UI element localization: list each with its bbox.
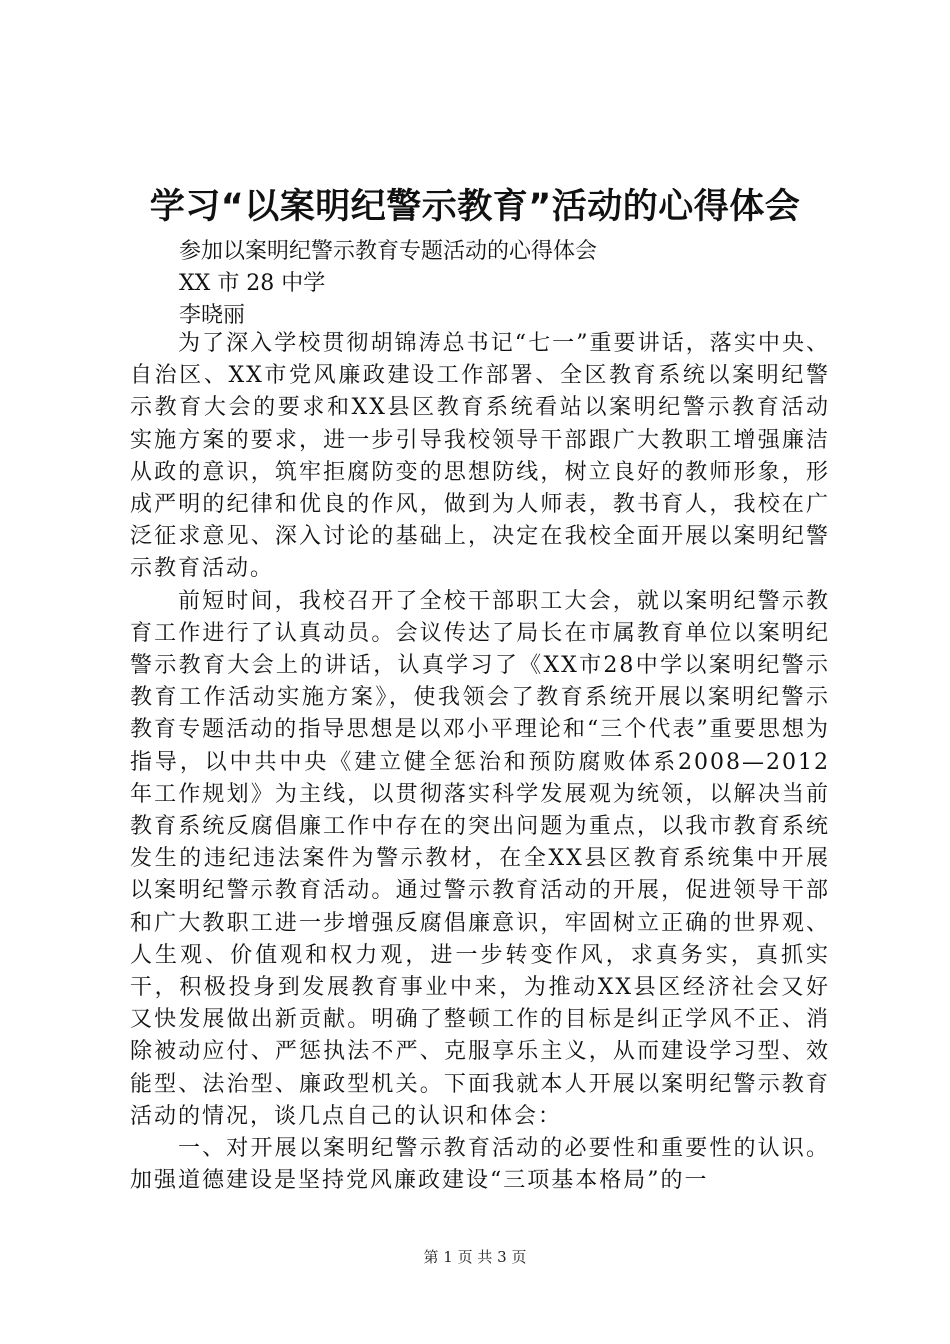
document-body [130,328,830,1197]
paragraph: 为了深入学校贯彻胡锦涛总书记“七一”重要讲话，落实中央、自治区、XX市党风廉政建设工作部署、全区教育系统以案明纪警示教育大会的要求和XX县区教育系统看站以案明纪警示教育活动实施方案的要求，进一步引导我校领导干部跟广大教职工增强廉洁从政的意识，筑牢拒腐防变的思想防线，树立良好的教师形象，形成严明的纪律和优良的作风，做到为人师表，教书育人，我校在广泛征求意见、深入讨论的基础上，决定在我校全面开展以案明纪警示教育活动。 [130,331,830,582]
page-number-footer: 第 1 页 共 3 页 [423,1248,527,1266]
document-subtitle: 参加以案明纪警示教育专题活动的心得体会 [179,239,598,264]
paragraph: 一、对开展以案明纪警示教育活动的必要性和重要性的认识。加强道德建设是坚持党风廉政建设“三项基本格局”的一 [130,1136,830,1194]
author-name: 李晓丽 [179,303,246,328]
school-name: XX 市 28 中学 [179,271,326,296]
document-title: 学习“以案明纪警示教育”活动的心得体会 [149,187,801,227]
paragraph: 前短时间，我校召开了全校干部职工大会，就以案明纪警示教育工作进行了认真动员。会议传达了局长在市属教育单位以案明纪警示教育大会上的讲话，认真学习了《XX市28中学以案明纪警示教育工作活动实施方案》，使我领会了教育系统开展以案明纪警示教育专题活动的指导思想是以邓小平理论和“三个代表”重要思想为指导，以中共中央《建立健全惩治和预防腐败体系2008—2012年工作规划》为主线，以贯彻落实科学发展观为统领，以解决当前教育系统反腐倡廉工作中存在的突出问题为重点，以我市教育系统发生的违纪违法案件为警示教材，在全XX县区教育系统集中开展以案明纪警示教育活动。通过警示教育活动的开展，促进领导干部和广大教职工进一步增强反腐倡廉意识，牢固树立正确的世界观、人生观、价值观和权力观，进一步转变作风，求真务实，真抓实干，积极投身到发展教育事业中来，为推动XX县区经济社会又好又快发展做出新贡献。明确了整顿工作的目标是纠正学风不正、消除被动应付、严惩执法不严、克服享乐主义，从而建设学习型、效能型、法治型、廉政型机关。下面我就本人开展以案明纪警示教育活动的情况，谈几点自己的认识和体会： [130,588,830,1129]
